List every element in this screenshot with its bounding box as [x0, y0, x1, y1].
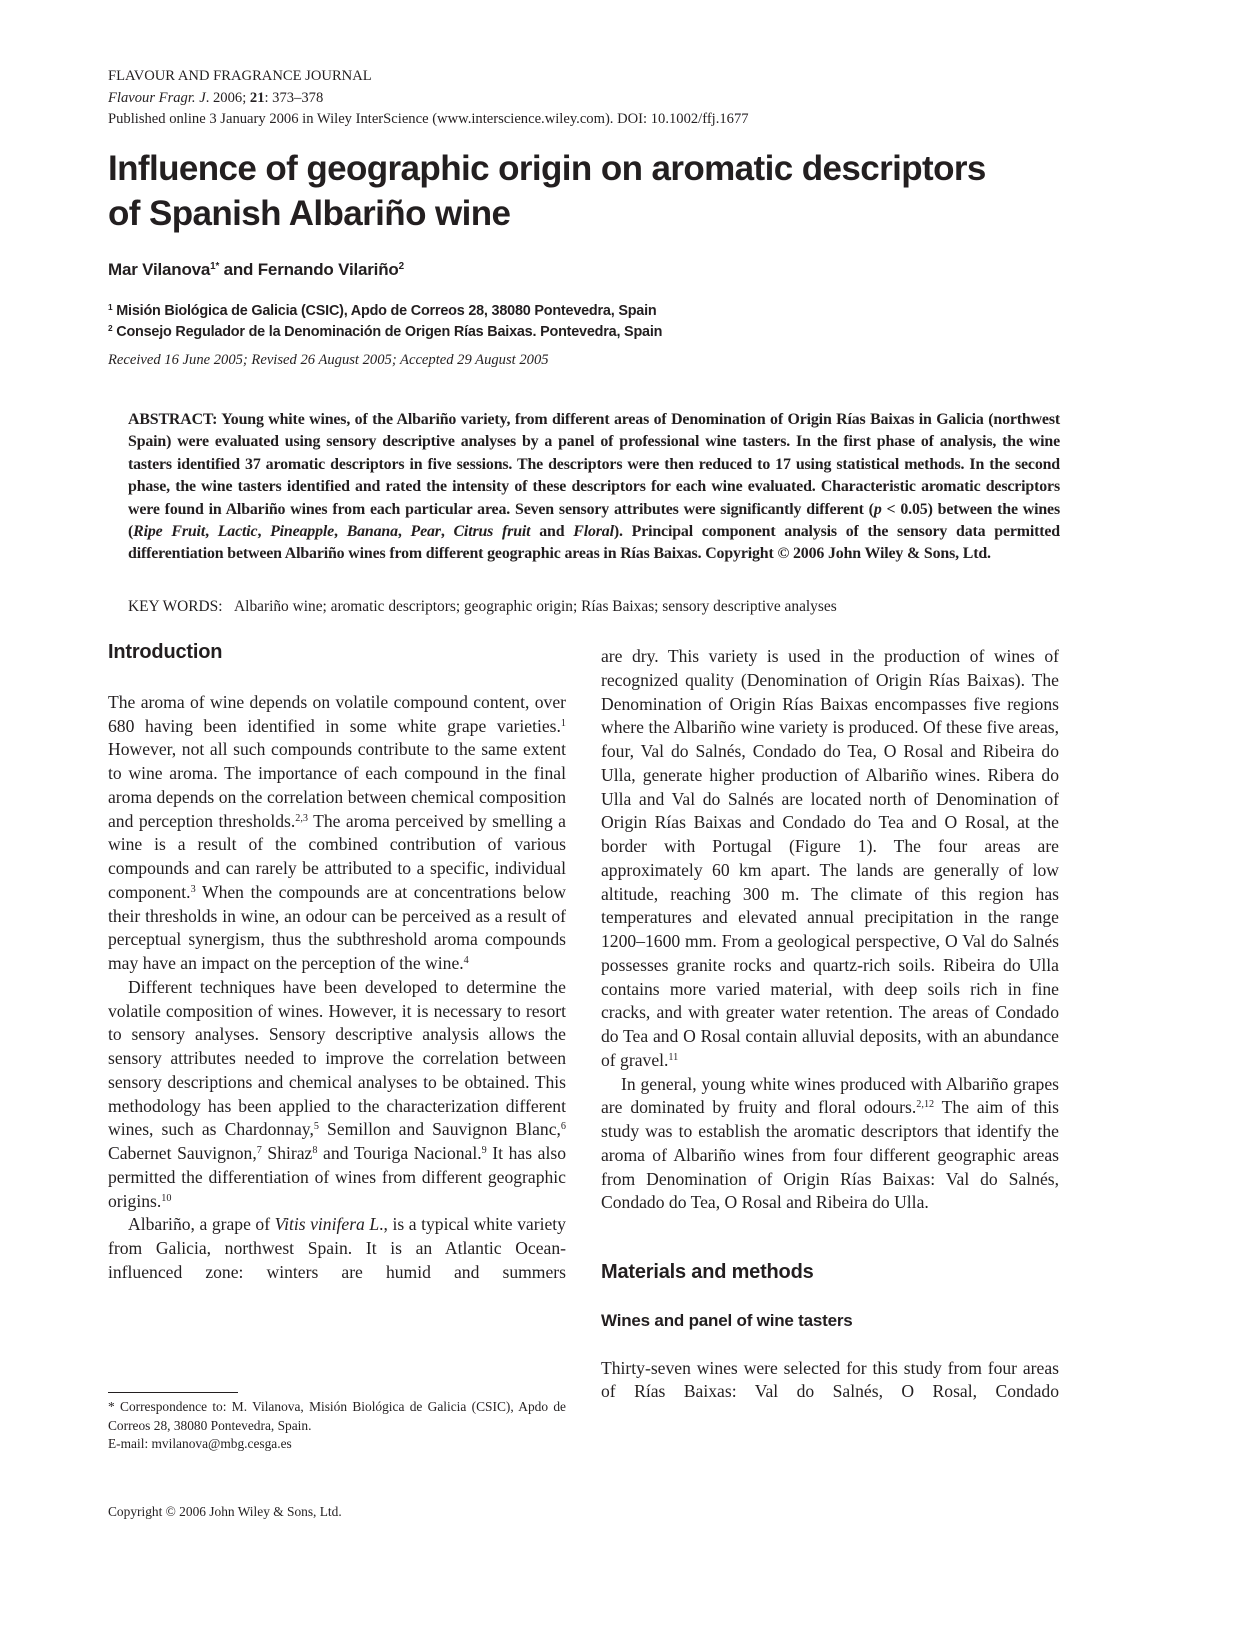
reference-citation: 10	[161, 1192, 172, 1204]
keywords-list: Albariño wine; aromatic descriptors; geographic origin; Rías Baixas; sensory descriptive analyses	[234, 598, 837, 615]
reference-citation: 3	[190, 883, 196, 895]
publication-info: Published online 3 January 2006 in Wiley InterScience (www.interscience.wiley.com). DOI: 10.1002/ffj.1677	[108, 111, 749, 127]
text-run: Albariño, a grape of	[128, 1214, 275, 1235]
text-run: ,	[440, 523, 454, 541]
italic-text: Pineapple	[270, 523, 335, 541]
text-run: ,	[334, 523, 347, 541]
text-run: ,	[257, 523, 271, 541]
title-line: Influence of geographic origin on aromatic descriptors	[108, 149, 986, 188]
italic-text: Pear	[410, 523, 441, 541]
text-run: Different techniques have been developed to determine the volatile composition of wines. However, it is necessary to resort to sensory analyses. Sensory descriptive analysis allows the sensory attributes needed to improve the correlation between sensory descriptions and chemical analyses to be obtained. This methodology has been applied to the characterization different wines, such as Chardonnay,	[108, 976, 566, 1140]
italic-text: Ripe Fruit	[133, 523, 206, 541]
affiliation	[108, 301, 662, 322]
affiliation	[108, 322, 662, 343]
affiliation-text: Consejo Regulador de la Denominación de Origen Rías Baixas. Pontevedra, Spain	[112, 324, 663, 340]
paragraph	[108, 976, 566, 1214]
affiliation-mark: 2	[108, 323, 113, 333]
text-run: are dry. This variety is used in the production of wines of recognized quality (Denomination of Origin Rías Baixas). The Denomination of Origin Rías Baixas encompasses five regions where the Albariño wine variety is produced. Of these five areas, four, Val do Salnés, Condado do Tea, O Rosal and Ribeira do Ulla, generate higher production of Albariño wines. Ribera do Ulla and Val do Salnés are located north of Denomination of Origin Rías Baixas and Condado do Tea and O Rosal, at the border with Portugal (Figure 1). The four areas are approximately 60 km apart. The lands are generally of low altitude, reaching 300 m. The climate of this region has temperatures and elevated annual precipitation in the range 1200–1600 mm. From a geological perspective, O Val do Salnés possesses granite rocks and quartz-rich soils. Ribeira do Ulla contains more varied material, with deep soils rich in fine cracks, and with greater water retention. The areas of Condado do Tea and O Rosal contain alluvial deposits, with an abundance of gravel.	[601, 646, 1059, 1070]
reference-citation: 5	[313, 1121, 319, 1133]
italic-text: Floral	[573, 523, 614, 541]
paragraph	[601, 645, 1059, 1073]
correspondence-email: E-mail: mvilanova@mbg.cesga.es	[108, 1436, 292, 1451]
italic-text: Lactic	[217, 523, 258, 541]
italic-text: Vitis vinifera L	[274, 1214, 380, 1235]
author-joiner: and	[219, 260, 258, 279]
author-mark: 1*	[210, 261, 220, 273]
section-heading-materials: Materials and methods	[601, 1261, 814, 1283]
authors	[108, 260, 404, 280]
keywords	[128, 598, 837, 616]
paragraph	[601, 1073, 1059, 1216]
italic-text: Banana	[346, 523, 398, 541]
text-run: It has also permitted the differentiation of wines from different geographic origins.	[108, 1143, 566, 1211]
text-run: When the compounds are at concentrations below their thresholds in wine, an odour can be perceived as a result of perceptual synergism, thus the subthreshold aroma compounds may have an impact on the perception of the wine.	[108, 881, 566, 973]
reference-citation: 11	[668, 1051, 679, 1063]
copyright-footer: Copyright © 2006 John Wiley & Sons, Ltd.	[108, 1504, 342, 1519]
subsection-heading-wines: Wines and panel of wine tasters	[601, 1310, 853, 1330]
right-column	[601, 645, 1059, 1404]
title-line: of Spanish Albariño wine	[108, 194, 511, 233]
text-run: The aroma perceived by smelling a wine is a result of the combined contribution of various compounds and can rarely be attributed to a specific, individual component.	[108, 810, 566, 902]
author-name: Mar Vilanova	[108, 260, 211, 279]
affiliation-mark: 1	[108, 302, 113, 312]
footnote-divider	[108, 1392, 238, 1393]
citation-volume: 21	[249, 89, 265, 106]
reference-citation: 4	[463, 954, 469, 966]
reference-citation: 2,12	[916, 1099, 935, 1111]
text-run: < 0.05) between the wines (	[128, 500, 1060, 541]
text-run: ,	[397, 523, 411, 541]
text-run: Thirty-seven wines were selected for this study from four areas of Rías Baixas: Val do Salnés, O Rosal, Condado	[601, 1357, 1059, 1402]
text-run: In general, young white wines produced with Albariño grapes are dominated by fruity and floral odours.	[601, 1073, 1059, 1118]
abstract	[128, 409, 1060, 566]
text-run: The aim of this study was to establish the aromatic descriptors that identify the aroma of Albariño wines from four different geographic areas from Denomination of Origin Rías Baixas: Val do Salnés, Condado do Tea, O Rosal and Ribeira do Ulla.	[601, 1097, 1059, 1213]
reference-citation: 6	[560, 1121, 566, 1133]
paragraph	[108, 1213, 566, 1284]
author-mark: 2	[398, 261, 404, 273]
journal-name: FLAVOUR AND FRAGRANCE JOURNAL	[108, 68, 372, 84]
correspondence-note: * Correspondence to: M. Vilanova, Misión Biológica de Galicia (CSIC), Apdo de Correos 28, 38080 Pontevedra, Spain.	[108, 1399, 566, 1433]
citation-year: . 2006;	[205, 89, 250, 106]
italic-text: p	[873, 500, 882, 518]
section-heading-introduction: Introduction	[108, 641, 223, 663]
text-run: However, not all such compounds contribute to the same extent to wine aroma. The importance of each compound in the final aroma depends on the correlation between chemical composition and perception thresholds.	[108, 739, 566, 831]
text-run: ,	[205, 523, 218, 541]
paragraph	[601, 1357, 1059, 1405]
received-dates: Received 16 June 2005; Revised 26 August 2005; Accepted 29 August 2005	[108, 352, 549, 368]
reference-citation: 7	[256, 1144, 262, 1156]
left-column	[108, 641, 566, 1285]
paragraph	[108, 691, 566, 976]
keywords-label: KEY WORDS:	[128, 598, 223, 615]
affiliation-text: Misión Biológica de Galicia (CSIC), Apdo de Correos 28, 38080 Pontevedra, Spain	[112, 303, 657, 319]
text-run: Semillon and Sauvignon Blanc,	[318, 1119, 561, 1140]
text-run: and	[530, 523, 574, 541]
footnote	[108, 1398, 566, 1454]
article-title	[108, 146, 1108, 236]
citation-pages: : 373–378	[264, 89, 324, 106]
text-run: and Touriga Nacional.	[317, 1143, 482, 1163]
text-run: The aroma of wine depends on volatile compound content, over 680 having been identified in some white grape varieties.	[108, 691, 566, 736]
text-run: Shiraz	[261, 1143, 313, 1163]
text-run: ., is a typical white variety from Galicia, northwest Spain. It is an Atlantic Ocean-influenced zone: winters are humid and summers	[108, 1214, 566, 1282]
journal-header	[108, 66, 749, 131]
text-run: ). Principal component analysis of the sensory data permitted differentiation between Albariño wines from different geographic areas in Rías Baixas. Copyright © 2006 John Wiley & Sons, Ltd.	[128, 523, 1060, 563]
reference-citation: 9	[481, 1144, 487, 1156]
text-run: Cabernet Sauvignon,	[108, 1143, 257, 1163]
text-run: ABSTRACT: Young white wines, of the Albariño variety, from different areas of Denomination of Origin Rías Baixas in Galicia (northwest Spain) were evaluated using sensory descriptive analyses by a panel of professional wine tasters. In the first phase of analysis, the wine tasters identified 37 aromatic descriptors in five sessions. The descriptors were then reduced to 17 using statistical methods. In the second phase, the wine tasters identified and rated the intensity of these descriptors for each wine evaluated. Characteristic aromatic descriptors were found in Albariño wines from each particular area. Seven sensory attributes were significantly different (	[128, 411, 1060, 518]
italic-text: Citrus fruit	[453, 523, 531, 541]
reference-citation: 2,3	[295, 812, 308, 824]
author-name: Fernando Vilariño	[257, 260, 399, 279]
citation	[108, 88, 749, 110]
citation-journal: Flavour Fragr. J	[108, 89, 206, 106]
affiliations	[108, 301, 662, 343]
reference-citation: 1	[560, 717, 566, 729]
reference-citation: 8	[312, 1144, 318, 1156]
